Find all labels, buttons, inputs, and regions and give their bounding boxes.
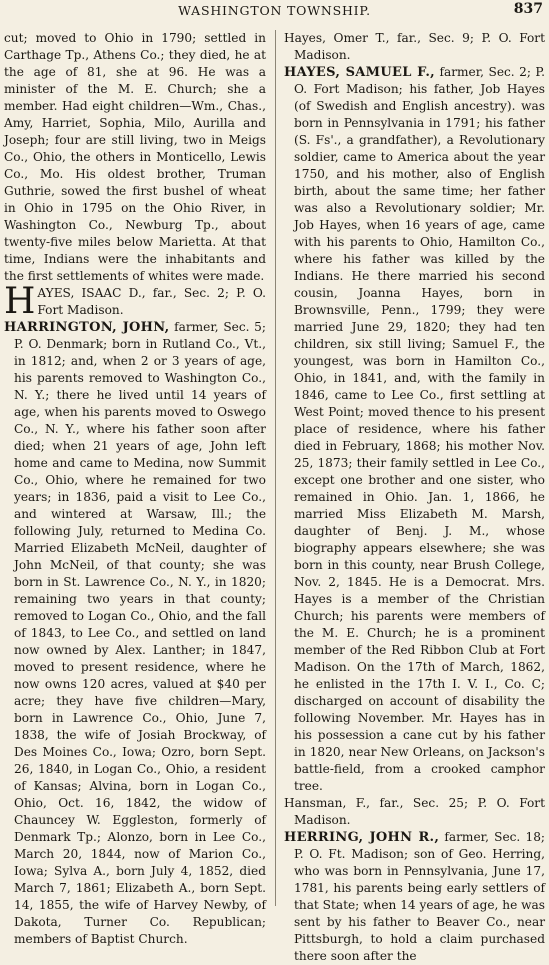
hansman-entry: Hansman, F., far., Sec. 25; P. O. Fort Madison. <box>284 796 545 827</box>
herring-text: farmer, Sec. 18; P. O. Ft. Madison; son of Geo. Herring, who was born in Pennsylvania, June 17, 1781, his parents being early settlers of that State; when 14 years of age, he was sent by his father to Beaver Co., near Pittsburgh, to hold a claim purchased there soon after the <box>294 830 546 963</box>
page-number: 837 <box>513 1 543 17</box>
hayes-isaac-text: , far., Sec. 2; P. O. Fort Madison. <box>37 286 266 317</box>
hayes-samuel-text: farmer, Sec. 2; P. O. Fort Madison; his father, Job Hayes (of Swedish and English ancestry). was born in Pennsylvania in 1791; his father (S. Fs'., a grandfather), a Revolutionary soldier, came to America about the year 1750, and his mother, also of English birth, about the same time; her father was also a Revolutionary soldier; Mr. Job Hayes, when 16 years of age, came with his parents to Ohio, Hamilton Co., where his father was killed by the Indians. He there married his second cousin, Joanna Hayes, born in Brownsville, Penn., 1799; they were married June 29, 1820; they had ten children, six still living; Samuel F., the youngest, was born in Hamilton Co., Ohio, in 1841, and, with the family in 1846, came to Lee Co., first settling at West Point; moved thence to his present place of residence, where his father died in February, 1868; his mother Nov. 25, 1873; their family settled in Lee Co., except one brother and one sister, who remained in Ohio. Jan. 1, 1866, he married Miss Elizabeth M. Marsh, daughter of Benj. J. M., whose biography appears elsewhere; she was born in this county, near Brush College, Nov. 2, 1845. He is a Democrat. Mrs. Hayes is a member of the Christian Church; his parents were members of the M. E. Church; he is a prominent member of the Red Ribbon Club at Fort Madison. On the 17th of March, 1862, he enlisted in the 17th I. V. I., Co. C; discharged on account of disability the following November. Mr. Hayes has in his possession a cane cut by his father in 1820, near New Orleans, on Jackson's battle-field, from a crooked camphor tree. <box>294 65 545 793</box>
harrington-text: farmer, Sec. 5; P. O. Denmark; born in Rutland Co., Vt., in 1812; and, when 2 or 3 years of age, his parents removed to Washington Co., N. Y.; there he lived until 14 years of age, when his parents moved to Oswego Co., N. Y., where his father soon after died; when 21 years of age, John left home and came to Medina, now Summit Co., Ohio, where he remained for two years; in 1836, paid a visit to Lee Co., and wintered at Warsaw, Ill.; the following July, returned to Medina Co. Married Elizabeth McNeil, daughter of John McNeil, of that county; she was born in St. Lawrence Co., N. Y., in 1820; remaining two years in that county; removed to Logan Co., Ohio, and the fall of 1843, to Lee Co., and settled on land now owned by Alex. Lanther; in 1847, moved to present residence, where he now owns 120 acres, valued at $40 per acre; they have five children—Mary, born in Lawrence Co., Ohio, June 7, 1838, the wife of Josiah Brockway, of Des Moines Co., Iowa; Ozro, born Sept. 26, 1840, in Logan Co., Ohio, a resident of Kansas; Alvina, born in Logan Co., Ohio, Oct. 16, 1842, the widow of Chauncey W. Eggleston, formerly of Denmark Tp.; Alonzo, born in Lee Co., March 20, 1844, now of Marion Co., Iowa; Sylva A., born July 4, 1852, died March 7, 1861; Elizabeth A., born Sept. 14, 1855, the wife of Harvey Newby, of Dakota, Turner Co. Republican; members of Baptist Church. <box>14 320 266 946</box>
harrington-entry <box>4 319 266 948</box>
hayes-samuel-name: HAYES, SAMUEL F., <box>284 65 435 80</box>
drop-cap: H <box>4 281 36 322</box>
right-column <box>284 30 546 963</box>
hayes-isaac-entry <box>4 281 266 322</box>
column-divider <box>275 30 276 906</box>
hayes-omer-entry: Hayes, Omer T., far., Sec. 9; P. O. Fort Madison. <box>284 31 545 62</box>
harrington-name: HARRINGTON, JOHN, <box>4 320 170 335</box>
hayes-isaac-name: AYES, ISAAC D. <box>37 286 142 300</box>
herring-entry <box>284 829 545 965</box>
page-header <box>0 0 549 22</box>
left-column <box>4 30 266 946</box>
running-title: WASHINGTON TOWNSHIP. <box>178 3 371 18</box>
herring-name: HERRING, JOHN R., <box>284 830 440 845</box>
hayes-samuel-entry <box>284 64 545 795</box>
guthrie-entry-continuation: cut; moved to Ohio in 1790; settled in Carthage Tp., Athens Co.; they died, he at the age of 81, she at 96. He was a minister of the M. E. Church; she a member. Had eight children—Wm., Chas., Amy, Harriet, Sophia, Milo, Aurilla and Joseph; four are still living, two in Meigs Co., Ohio, the others in Monticello, Lewis Co., Mo. His oldest brother, Truman Guthrie, sowed the first bushel of wheat in Ohio in 1795 on the Ohio River, in Washington Co., Newburg Tp., about twenty-five miles below Marietta. At that time, Indians were the inhabitants and the first settlements of whites were made. <box>4 31 266 283</box>
